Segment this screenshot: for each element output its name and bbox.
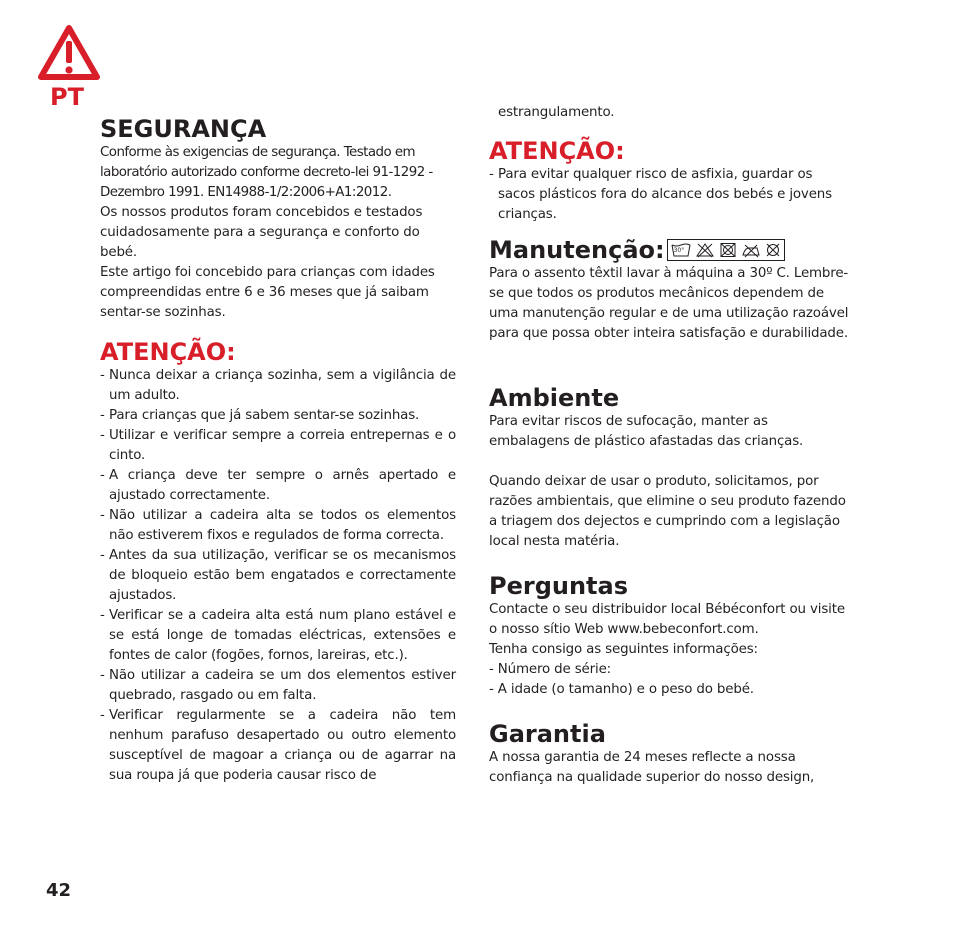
continuation-line: estrangulamento. xyxy=(498,105,615,120)
no-bleach-icon xyxy=(695,242,715,258)
safety-title: SEGURANÇA xyxy=(100,115,267,143)
maintenance-title: Manutenção: xyxy=(489,236,665,264)
warning-item: - Verificar se a cadeira alta está num plano estável e se está longe de tomadas eléctricas, extensões e fontes de calor (fogões, fornos, lareiras, etc.). xyxy=(100,606,456,666)
questions-line-3: - Número de série: xyxy=(489,662,612,677)
warning-item: - Não utilizar a cadeira alta se todos os elementos não estiverem fixos e regulados de forma correcta. xyxy=(100,506,456,546)
safety-paragraph-3: Este artigo foi concebido para crianças com idades compreendidas entre 6 e 36 meses que já saibam sentar-se sozinhas. xyxy=(100,265,435,320)
environment-paragraph-1: Para evitar riscos de sufocação, manter as embalagens de plástico afastadas das crianças. xyxy=(489,414,804,449)
no-tumble-dry-icon xyxy=(719,242,737,258)
maintenance-text: Para o assento têxtil lavar à máquina a 30º C. Lembre-se que todos os produtos mecânicos dependem de uma manutenção regular e de uma utilização razoável para que possa obter inteira satisfação e durabilidade. xyxy=(489,266,849,341)
warning-triangle-icon xyxy=(37,24,101,82)
warranty-section xyxy=(489,720,849,788)
no-dry-clean-icon xyxy=(765,242,781,258)
warning-item: - Não utilizar a cadeira se um dos elementos estiver quebrado, rasgado ou em falta. xyxy=(100,666,456,706)
questions-line-1: Contacte o seu distribuidor local Bébéconfort ou visite o nosso sítio Web www.bebeconfort.com. xyxy=(489,602,845,637)
page-number: 42 xyxy=(46,880,72,901)
warning-item: - Utilizar e verificar sempre a correia entrepernas e o cinto. xyxy=(100,426,456,466)
no-iron-icon xyxy=(741,242,761,258)
warning-item: - Para evitar qualquer risco de asfixia, guardar os sacos plásticos fora do alcance dos bebés e jovens crianças. xyxy=(489,165,849,225)
warning-item: - Nunca deixar a criança sozinha, sem a vigilância de um adulto. xyxy=(100,366,456,406)
warning-section-right xyxy=(489,137,849,225)
warning-item: - Antes da sua utilização, verificar se os mecanismos de bloqueio estão bem engatados e correctamente ajustados. xyxy=(100,546,456,606)
questions-line-4: - A idade (o tamanho) e o peso do bebé. xyxy=(489,682,754,697)
safety-section xyxy=(100,115,456,323)
care-symbols xyxy=(667,239,785,261)
warning-list-right xyxy=(489,165,849,225)
warning-list-left xyxy=(100,366,456,786)
warning-title-left: ATENÇÃO: xyxy=(100,338,236,366)
wash-30-icon xyxy=(671,242,691,258)
warning-item: - Para crianças que já sabem sentar-se sozinhas. xyxy=(100,406,456,426)
environment-title: Ambiente xyxy=(489,384,620,412)
questions-section xyxy=(489,572,849,700)
environment-paragraph-2: Quando deixar de usar o produto, solicitamos, por razões ambientais, que elimine o seu produto fazendo a triagem dos dejectos e cumprindo com a legislação local nesta matéria. xyxy=(489,474,846,549)
maintenance-heading-row xyxy=(489,236,849,264)
wash-temp-label: 30° xyxy=(673,247,685,254)
questions-line-2: Tenha consigo as seguintes informações: xyxy=(489,642,758,657)
warning-item: - Verificar regularmente se a cadeira não tem nenhum parafuso desapertado ou outro elemento susceptível de magoar a criança ou de agarrar na sua roupa já que poderia causar risco de xyxy=(100,706,456,786)
safety-paragraph-1: Conforme às exigencias de segurança. Testado em laboratório autorizado conforme decreto-lei 91-1292 - Dezembro 1991. EN14988-1/2:2006+A1:2012. xyxy=(100,145,433,200)
continuation-text xyxy=(489,103,849,123)
language-code: PT xyxy=(50,83,84,111)
questions-title: Perguntas xyxy=(489,572,629,600)
warning-item: - A criança deve ter sempre o arnês apertado e ajustado correctamente. xyxy=(100,466,456,506)
warranty-title: Garantia xyxy=(489,720,606,748)
warranty-text: A nossa garantia de 24 meses reflecte a nossa confiança na qualidade superior do nosso design, xyxy=(489,750,815,785)
environment-section xyxy=(489,384,849,552)
warning-title-right: ATENÇÃO: xyxy=(489,137,625,165)
safety-paragraph-2: Os nossos produtos foram concebidos e testados cuidadosamente para a segurança e conforto do bebé. xyxy=(100,205,423,260)
maintenance-section xyxy=(489,236,849,344)
warning-section-left xyxy=(100,338,456,786)
